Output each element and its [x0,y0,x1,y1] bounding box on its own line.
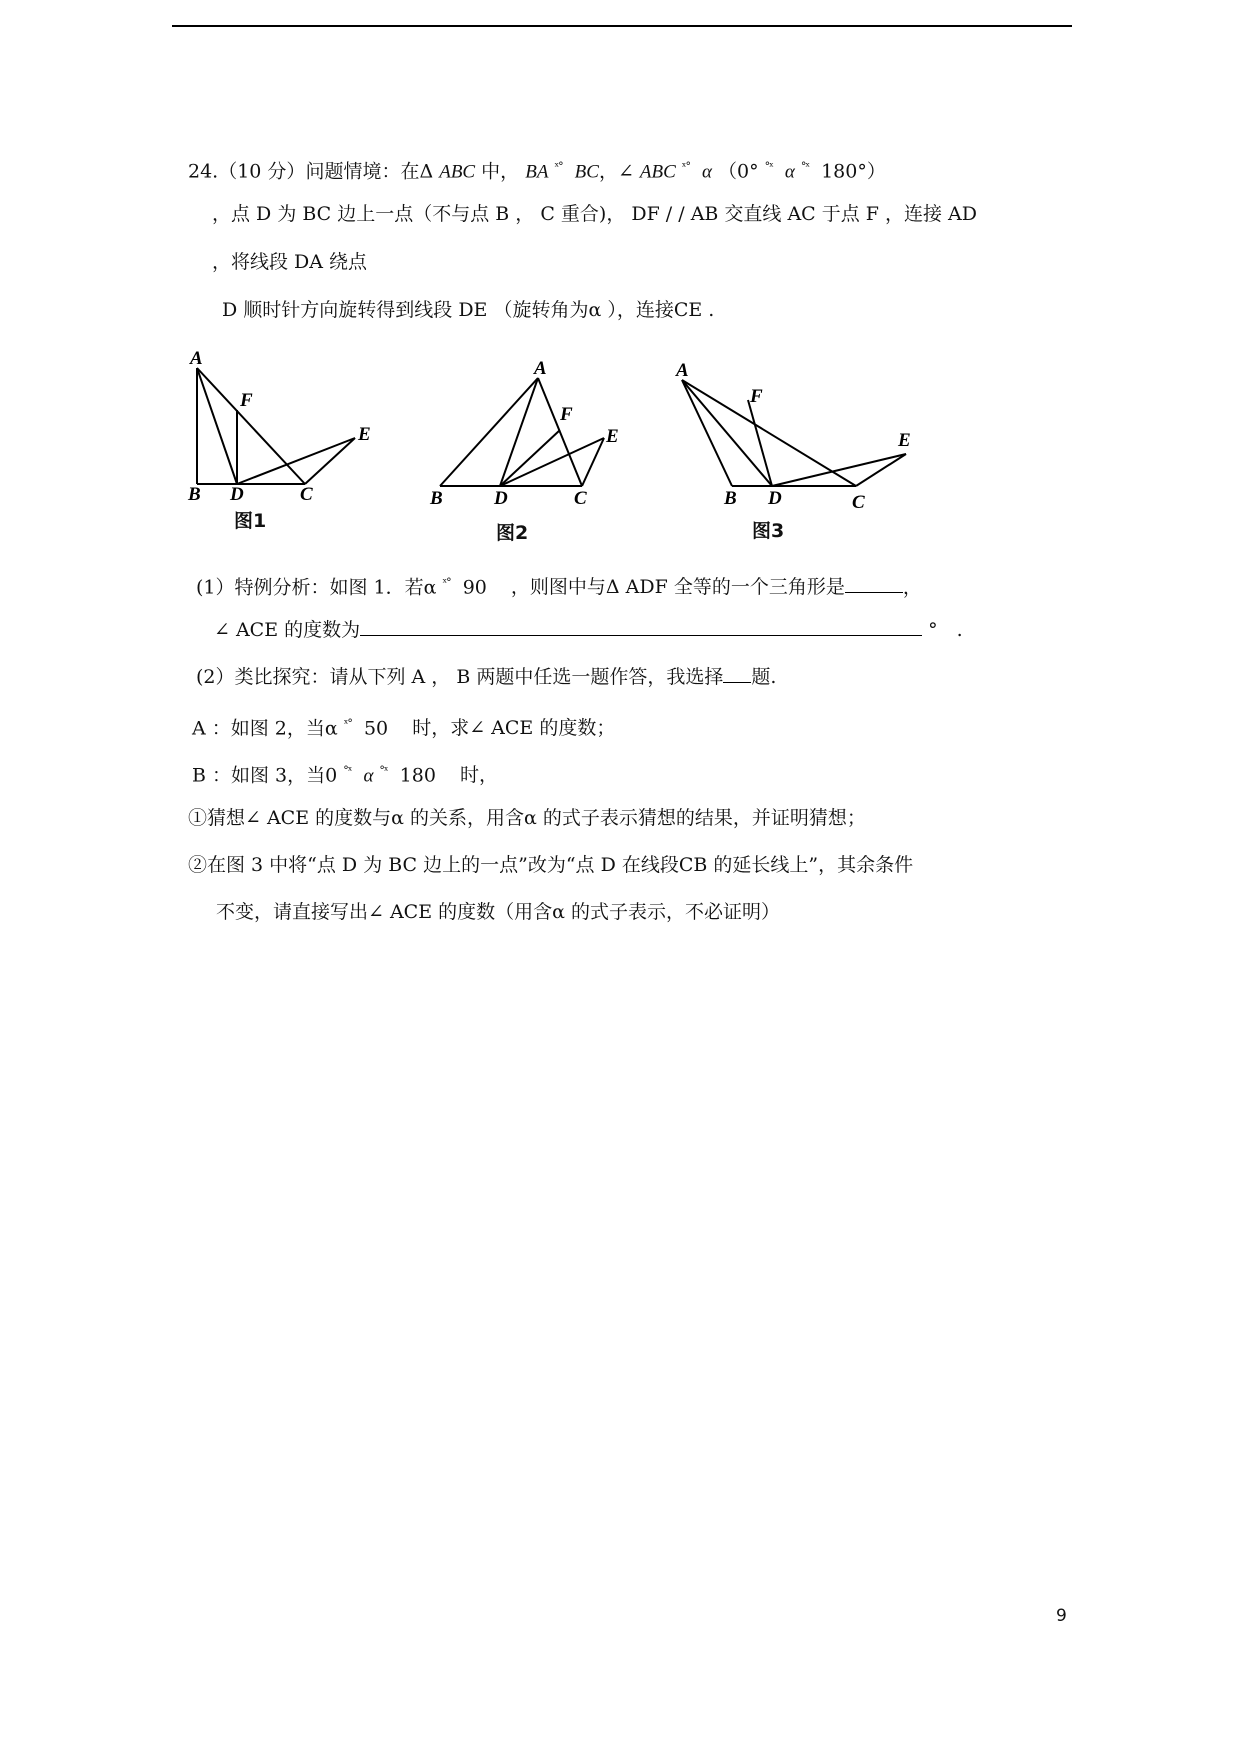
label-e: E [898,430,911,451]
part2-intro: (2）类比探究：请从下列 A ， B 两题中任选一题作答，我选择 题. [196,666,777,688]
equals-symbol: ˣ° [554,160,563,173]
part1-line-2: ∠ ACE 的度数为 ° . [214,619,963,641]
part2-option-a: A ：如图 2，当α $^{ˣ^\circ}$ 50 时，求∠ ACE 的度数； [192,717,616,740]
figure-1 [180,350,400,540]
figure-1-diagram [180,350,400,500]
part2-question-1: ①猜想∠ ACE 的度数与α 的关系，用含α 的式子表示猜想的结果，并证明猜想； [188,807,866,829]
label-f: F [240,390,253,411]
label-d: D [768,488,782,509]
problem-line-2: ，点 D 为 BC 边上一点（不与点 B ， C 重合)， DF / / AB 交直线 AC 于点 F ，连接 AD [212,203,978,225]
label-d: D [230,484,244,500]
part1-line-1: (1）特例分析：如图 1．若α $^{ˣ^\circ}$ 90 ，则图中与Δ ADF 全等的一个三角形是 ， [196,576,922,599]
problem-line-3: ，将线段 DA 绕点 [212,251,368,273]
label-c: C [852,492,865,512]
label-b: B [430,488,443,508]
figure-2-caption: 图2 [496,522,529,544]
part2-question-2: ②在图 3 中将“点 D 为 BC 边上的一点”改为“点 D 在线段CB 的延长线上”，其余条件 [188,854,914,876]
figure-1-caption: 图1 [234,510,267,532]
label-c: C [300,484,313,500]
part2-option-b: B ：如图 3，当0 $^{^\circ ˣ}$ α $^{^\circ ˣ}$ 180 时， [192,764,498,787]
answer-blank-angle[interactable] [360,617,922,636]
figure-3 [672,352,932,542]
problem-line-4: D 顺时针方向旋转得到线段 DE （旋转角为α ），连接CE . [222,299,715,321]
label-b: B [188,484,201,500]
label-a: A [676,360,689,381]
label-e: E [358,424,371,445]
part2-question-2-cont: 不变，请直接写出∠ ACE 的度数（用含α 的式子表示，不必证明） [216,901,780,923]
label-c: C [574,488,587,508]
figure-3-caption: 图3 [752,520,785,542]
page-number: 9 [1056,1606,1067,1626]
label-e: E [606,426,619,447]
label-a: A [190,350,203,369]
problem-number: 24. [188,160,219,183]
figure-2-diagram [420,358,640,508]
label-a: A [534,358,547,379]
label-d: D [494,488,508,508]
problem-line-1: 24.（10 分）问题情境：在Δ ABC 中， BA $^{ˣ^\circ}$ BC，∠ ABC $^{ˣ^\circ}$ α （0° $^{^\circ ˣ}$ α $^{^\circ ˣ}$ 180°） [188,160,886,183]
label-b: B [724,488,737,509]
label-f: F [750,386,763,407]
header-rule [172,25,1072,27]
label-f: F [560,404,573,425]
figure-2 [420,358,640,548]
problem-score: （10 分） [218,160,306,183]
answer-blank-triangle[interactable] [845,574,903,593]
answer-blank-choice[interactable] [723,664,751,683]
figure-3-diagram [672,352,932,512]
